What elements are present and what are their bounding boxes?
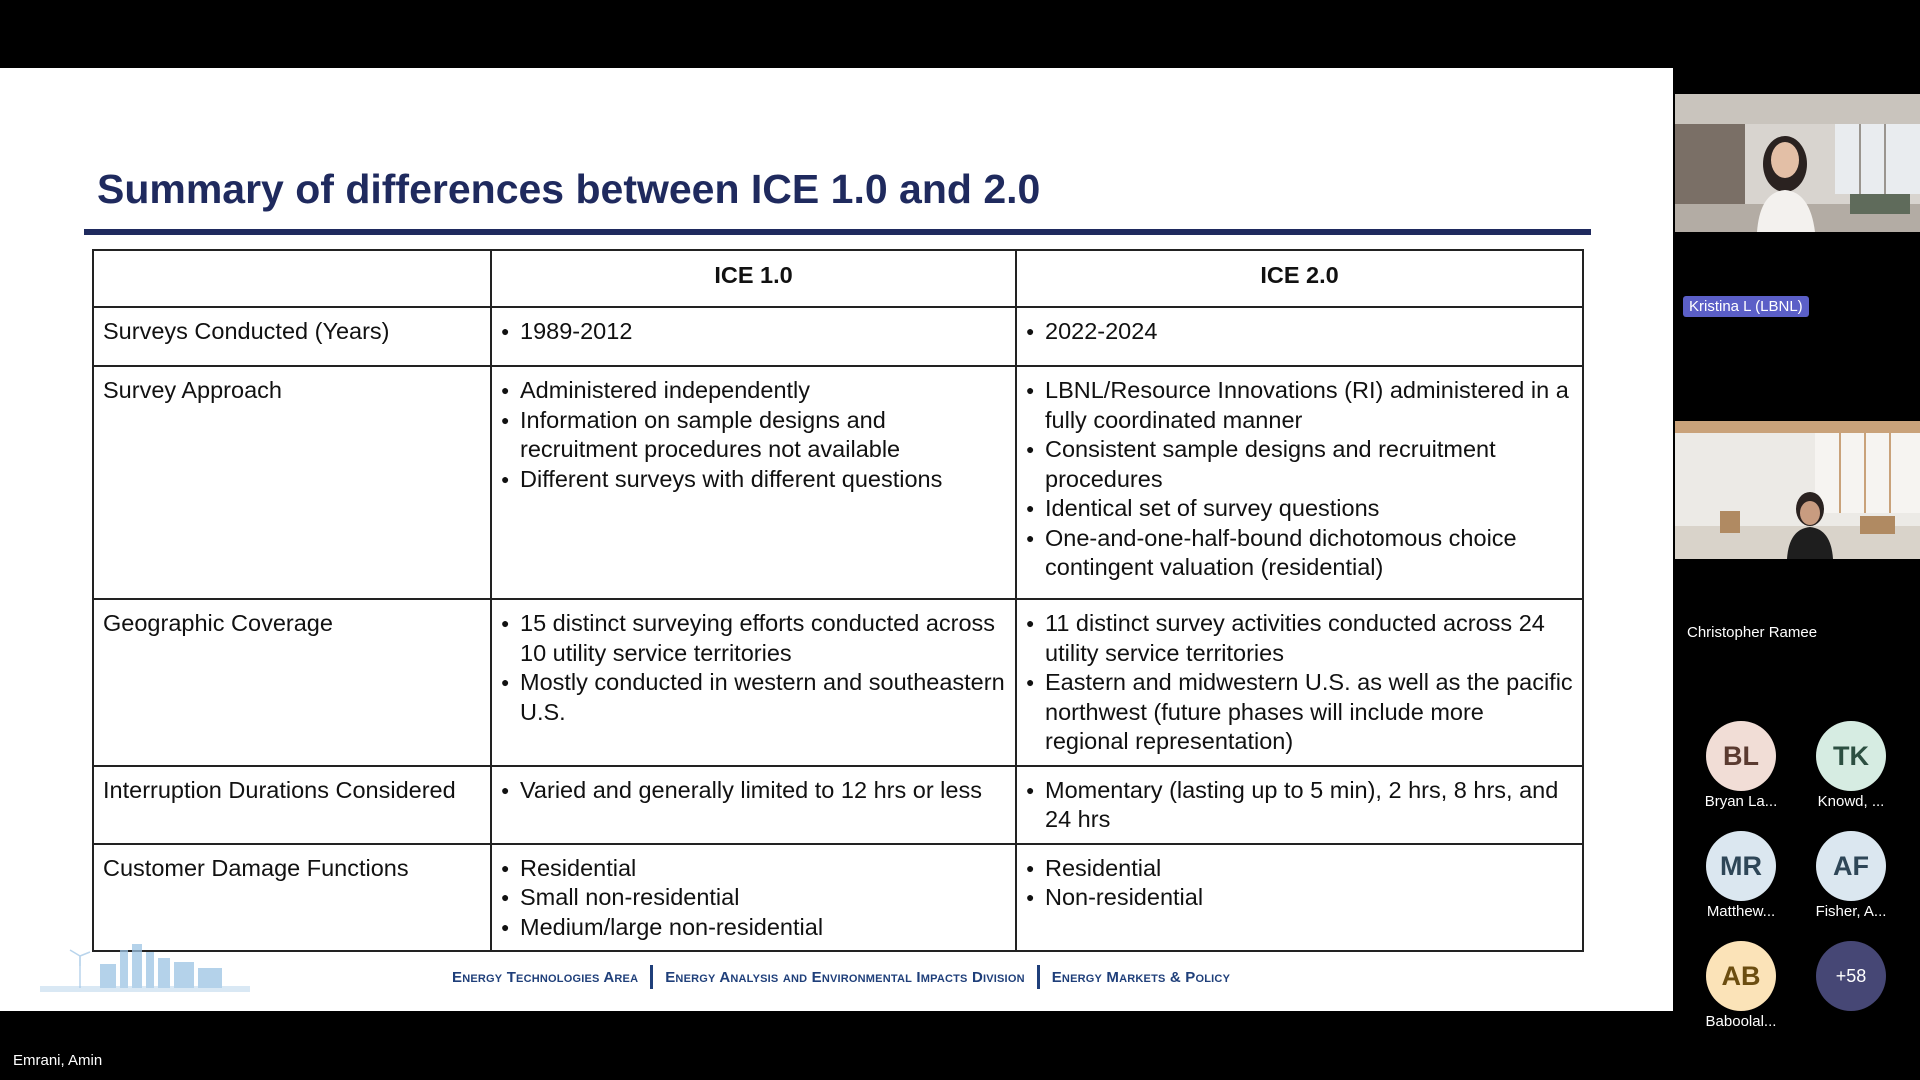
avatar: TK (1816, 721, 1886, 791)
ice2-cell (1016, 307, 1583, 366)
video-tile-kristina[interactable] (1675, 94, 1920, 232)
video-tile-christopher[interactable] (1675, 421, 1920, 559)
participant-name: Christopher Ramee (1687, 624, 1818, 641)
list-item: ● One-and-one-half-bound dichotomous choice contingent valuation (residential) (1026, 524, 1573, 583)
ice2-cell (1016, 766, 1583, 844)
header-ice1: ICE 1.0 (491, 250, 1016, 307)
row-label: Interruption Durations Considered (93, 766, 491, 844)
more-participants-button[interactable] (1796, 941, 1906, 1011)
avatar-label: Baboolal... (1705, 1013, 1777, 1030)
list-item: ● Different surveys with different questions (501, 465, 1006, 495)
ice1-cell (491, 307, 1016, 366)
avatar-label: Bryan La... (1704, 793, 1778, 810)
more-count: +58 (1816, 941, 1886, 1011)
header-ice2: ICE 2.0 (1016, 250, 1583, 307)
table-row (93, 366, 1583, 599)
list-item: ● Non-residential (1026, 883, 1573, 913)
footer-divider (650, 965, 653, 989)
slide-title: Summary of differences between ICE 1.0 and 2.0 (97, 166, 1041, 212)
video-feed (1675, 421, 1920, 559)
list-item: ● Information on sample designs and recruitment procedures not available (501, 406, 1006, 465)
participant-avatar[interactable] (1686, 721, 1796, 810)
avatar: BL (1706, 721, 1776, 791)
video-feed (1675, 94, 1920, 232)
list-item: ● Small non-residential (501, 883, 1006, 913)
participant-avatar[interactable] (1796, 721, 1906, 810)
ice1-cell (491, 844, 1016, 952)
list-item: ● LBNL/Resource Innovations (RI) administered in a fully coordinated manner (1026, 376, 1573, 435)
list-item: ● Eastern and midwestern U.S. as well as the pacific northwest (future phases will include more regional representation) (1026, 668, 1573, 757)
list-item: ● 1989-2012 (501, 317, 1006, 347)
table-row (93, 844, 1583, 952)
ice2-cell (1016, 844, 1583, 952)
header-empty (93, 250, 491, 307)
list-item: ● Residential (1026, 854, 1573, 884)
title-underline (84, 229, 1591, 235)
list-item: ● 11 distinct survey activities conducted across 24 utility service territories (1026, 609, 1573, 668)
participant-name-badge: Kristina L (LBNL) (1683, 296, 1809, 317)
ice1-cell (491, 366, 1016, 599)
list-item: ● 15 distinct surveying efforts conducted across 10 utility service territories (501, 609, 1006, 668)
slide-footer (452, 965, 1230, 989)
row-label: Survey Approach (93, 366, 491, 599)
avatar: MR (1706, 831, 1776, 901)
row-label: Customer Damage Functions (93, 844, 491, 952)
avatar-label: Knowd, ... (1817, 793, 1885, 810)
list-item: ● Identical set of survey questions (1026, 494, 1573, 524)
list-item: ● Mostly conducted in western and southeastern U.S. (501, 668, 1006, 727)
table-row (93, 766, 1583, 844)
ice1-cell (491, 599, 1016, 766)
list-item: ● Medium/large non-residential (501, 913, 1006, 943)
row-label: Surveys Conducted (Years) (93, 307, 491, 366)
table-row (93, 307, 1583, 366)
list-item: ● Momentary (lasting up to 5 min), 2 hrs, 8 hrs, and 24 hrs (1026, 776, 1573, 835)
list-item: ● Consistent sample designs and recruitment procedures (1026, 435, 1573, 494)
table-row (93, 599, 1583, 766)
shared-slide (0, 68, 1673, 1011)
ice1-cell (491, 766, 1016, 844)
list-item: ● Administered independently (501, 376, 1006, 406)
footer-item: Energy Markets & Policy (1051, 968, 1231, 986)
ice2-cell (1016, 599, 1583, 766)
table-header-row (93, 250, 1583, 307)
list-item: ● Residential (501, 854, 1006, 884)
footer-item: Energy Technologies Area (452, 968, 639, 986)
row-label: Geographic Coverage (93, 599, 491, 766)
avatar: AB (1706, 941, 1776, 1011)
comparison-table (92, 249, 1584, 952)
footer-item: Energy Analysis and Environmental Impacts Division (665, 968, 1025, 986)
participant-avatar[interactable] (1796, 831, 1906, 920)
avatar: AF (1816, 831, 1886, 901)
avatar-label: Matthew... (1706, 903, 1776, 920)
presenter-name: Emrani, Amin (13, 1052, 103, 1069)
list-item: ● 2022-2024 (1026, 317, 1573, 347)
lab-skyline-logo (40, 938, 250, 998)
ice2-cell (1016, 366, 1583, 599)
avatar-label: Fisher, A... (1815, 903, 1887, 920)
footer-divider (1037, 965, 1040, 989)
list-item: ● Varied and generally limited to 12 hrs or less (501, 776, 1006, 806)
participant-avatar[interactable] (1686, 941, 1796, 1030)
participant-avatar[interactable] (1686, 831, 1796, 920)
